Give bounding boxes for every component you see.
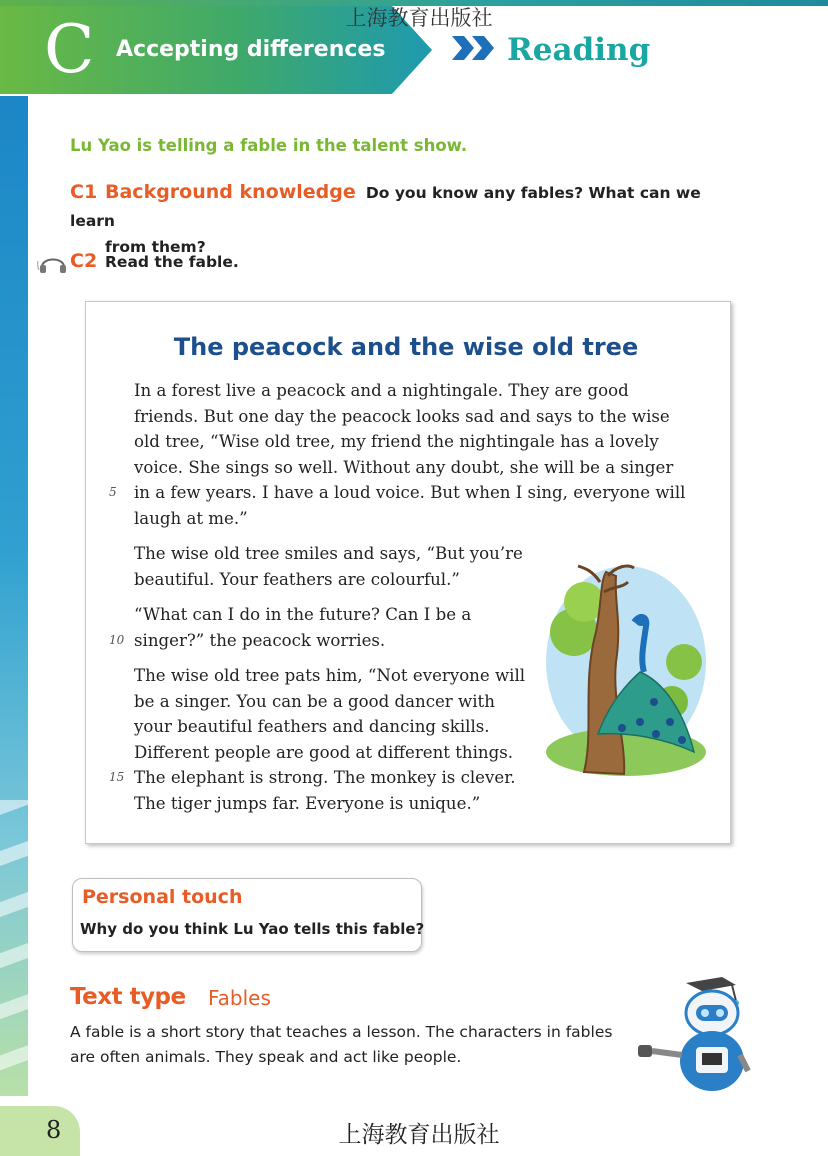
story-line-text: singer?” the peacock worries. xyxy=(134,630,386,650)
task-c1-question-line1: Do you know any fables? What can we learn xyxy=(70,184,701,230)
story-line: laugh at me.” xyxy=(134,508,248,528)
story-line: your beautiful feathers and dancing skills. xyxy=(134,717,490,736)
story-line: Different people are good at different things. xyxy=(134,742,513,762)
text-type-label: Text type xyxy=(70,984,186,1010)
intro-sentence: Lu Yao is telling a fable in the talent show. xyxy=(70,136,468,155)
story-title: The peacock and the wise old tree xyxy=(173,333,639,361)
text-type-description xyxy=(70,1020,630,1070)
story-line-text: The elephant is strong. The monkey is clever. xyxy=(134,768,516,787)
story-line: be a singer. You can be a good dancer with xyxy=(134,691,495,711)
robot-mascot-icon xyxy=(632,975,756,1095)
text-type-name: Fables xyxy=(208,986,271,1010)
task-c2-number: C2 xyxy=(70,250,98,272)
double-chevron-icon xyxy=(450,32,498,64)
task-c1-question-line2: from them? xyxy=(105,238,206,256)
story-line-text: in a few years. I have a loud voice. But when I sing, everyone will xyxy=(134,483,686,502)
personal-touch-question: Why do you think Lu Yao tells this fable? xyxy=(80,920,425,938)
personal-touch-title: Personal touch xyxy=(82,886,243,908)
story-line: “What can I do in the future? Can I be a xyxy=(134,605,472,624)
story-line: friends. But one day the peacock looks sad and says to the wise xyxy=(134,406,670,426)
line-number-5: 5 xyxy=(109,485,117,499)
task-c1 xyxy=(70,178,750,259)
headphones-icon[interactable] xyxy=(37,251,69,275)
task-c1-number: C1 xyxy=(70,181,98,203)
line-number-15: 15 xyxy=(109,770,125,784)
text-type-line2: are often animals. They speak and act like people. xyxy=(70,1048,462,1066)
publisher-watermark-top: 上海教育出版社 xyxy=(345,6,493,30)
line-number-10: 10 xyxy=(109,632,125,647)
story-line: The tiger jumps far. Everyone is unique.” xyxy=(134,793,481,813)
publisher-footer: 上海教育出版社 xyxy=(338,1122,500,1148)
page-number: 8 xyxy=(46,1116,62,1144)
section-type-label: Reading xyxy=(507,32,651,68)
story-line xyxy=(109,480,694,506)
story-line: In a forest live a peacock and a nightingale. They are good xyxy=(134,381,629,400)
task-c2 xyxy=(70,248,239,275)
section-letter: C xyxy=(44,11,95,88)
story-line: voice. She sings so well. Without any doubt, she will be a singer xyxy=(134,457,674,477)
text-type-line1: A fable is a short story that teaches a lesson. The characters in fables xyxy=(70,1023,613,1041)
story-line: beautiful. Your feathers are colourful.” xyxy=(134,569,460,589)
section-title: Accepting differences xyxy=(116,37,386,62)
story-line: old tree, “Wise old tree, my friend the nightingale has a lovely xyxy=(134,432,659,451)
story-line: The wise old tree pats him, “Not everyone will xyxy=(134,666,526,685)
story-line: The wise old tree smiles and says, “But you’re xyxy=(134,544,523,563)
peacock-and-tree-illustration xyxy=(544,562,708,782)
task-c1-heading: Background knowledge xyxy=(105,181,356,203)
task-c2-instruction: Read the fable. xyxy=(105,253,239,271)
left-strip-stripes xyxy=(0,800,28,1096)
